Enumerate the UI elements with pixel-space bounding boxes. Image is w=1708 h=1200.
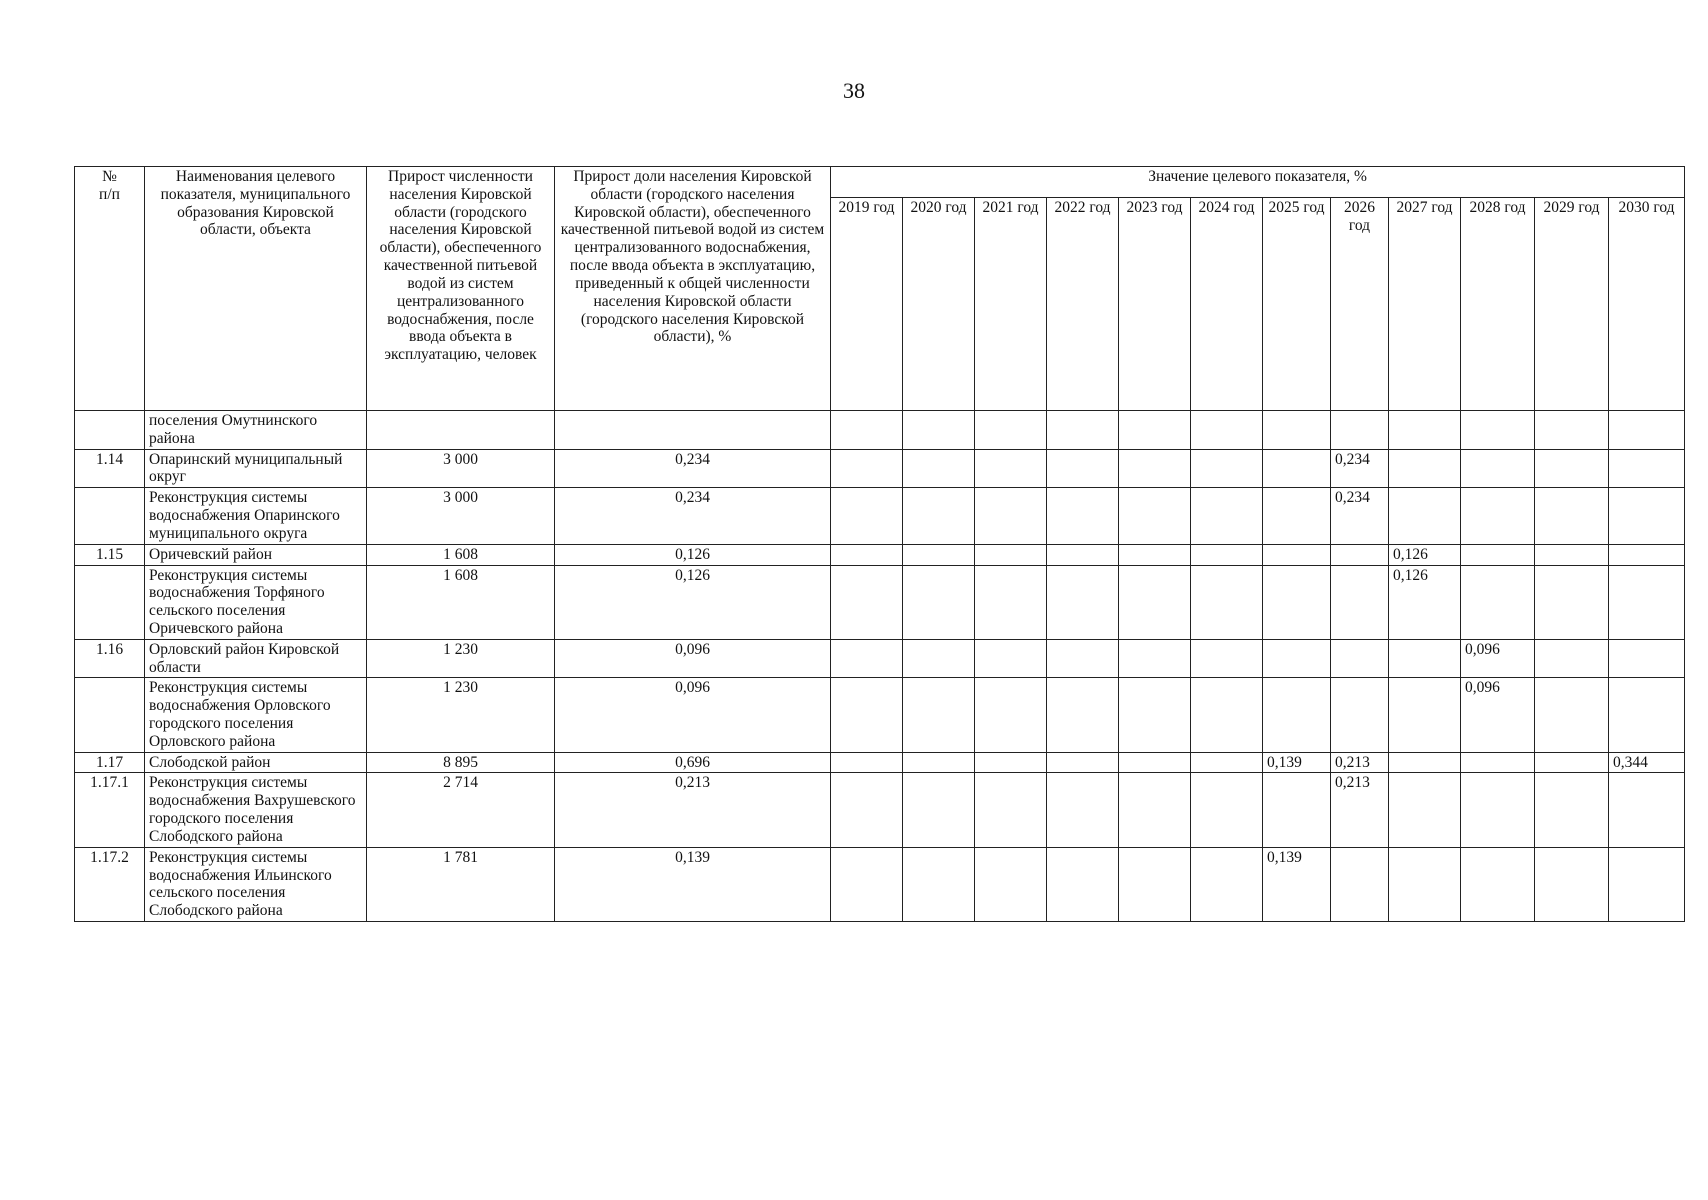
row-share: 0,213 (555, 773, 831, 847)
header-year: 2027 год (1389, 198, 1461, 411)
row-year-value (903, 773, 975, 847)
row-year-value (1389, 678, 1461, 752)
row-year-value (1047, 488, 1119, 544)
row-people: 1 608 (367, 565, 555, 639)
row-year-value (1461, 565, 1535, 639)
row-people (367, 411, 555, 450)
row-year-value (1609, 565, 1685, 639)
row-number (75, 488, 145, 544)
row-year-value (1535, 565, 1609, 639)
header-growth-share: Прирост доли населения Кировской области (городского населения Кировской области), обеспеченного качественной питьевой водой из систем централизованного водоснабжения, после ввода объекта в эксплуатацию, приведенный к общей численности населения Кировской области (городского населения Кировской области), % (555, 167, 831, 411)
row-year-value (1119, 639, 1191, 678)
row-year-value (1191, 544, 1263, 565)
row-year-value (831, 544, 903, 565)
table-row (75, 488, 1685, 544)
row-year-value (975, 752, 1047, 773)
row-year-value (831, 411, 903, 450)
row-year-value (1331, 639, 1389, 678)
row-people: 1 230 (367, 678, 555, 752)
row-year-value (1119, 411, 1191, 450)
row-year-value (1263, 449, 1331, 488)
row-year-value (831, 449, 903, 488)
table-row (75, 411, 1685, 450)
row-year-value (975, 411, 1047, 450)
row-year-value (1609, 488, 1685, 544)
row-year-value (1461, 752, 1535, 773)
row-year-value (1535, 488, 1609, 544)
row-year-value (1461, 449, 1535, 488)
row-year-value (1389, 639, 1461, 678)
row-name: Реконструкция системы водоснабжения Ильинского сельского поселения Слободского района (145, 847, 367, 921)
row-year-value (975, 565, 1047, 639)
row-year-value (1191, 678, 1263, 752)
row-share: 0,096 (555, 639, 831, 678)
row-year-value (1047, 639, 1119, 678)
row-year-value (903, 752, 975, 773)
header-growth-people: Прирост численности населения Кировской области (городского населения Кировской области), обеспеченного качественной питьевой водой из систем централизованного водоснабжения, после ввода объекта в эксплуатацию, человек (367, 167, 555, 411)
row-year-value (1331, 544, 1389, 565)
header-year: 2023 год (1119, 198, 1191, 411)
row-year-value: 0,213 (1331, 752, 1389, 773)
row-year-value (1461, 847, 1535, 921)
table-row (75, 678, 1685, 752)
row-year-value (1191, 752, 1263, 773)
row-share: 0,139 (555, 847, 831, 921)
row-name: Реконструкция системы водоснабжения Орловского городского поселения Орловского района (145, 678, 367, 752)
table-row (75, 565, 1685, 639)
row-year-value (1047, 847, 1119, 921)
row-year-value (1119, 488, 1191, 544)
row-year-value (1609, 773, 1685, 847)
row-number: 1.17.2 (75, 847, 145, 921)
row-year-value (1461, 544, 1535, 565)
row-year-value (1461, 773, 1535, 847)
row-share: 0,096 (555, 678, 831, 752)
row-share (555, 411, 831, 450)
row-year-value (1191, 773, 1263, 847)
row-year-value (903, 847, 975, 921)
row-people: 1 608 (367, 544, 555, 565)
row-year-value (1331, 411, 1389, 450)
row-year-value (1535, 678, 1609, 752)
row-number: 1.15 (75, 544, 145, 565)
row-people: 1 781 (367, 847, 555, 921)
header-name: Наименования целевого показателя, муниципального образования Кировской области, объекта (145, 167, 367, 411)
row-year-value (831, 565, 903, 639)
row-name: Оричевский район (145, 544, 367, 565)
page-number: 38 (843, 78, 865, 103)
row-name: Орловский район Кировской области (145, 639, 367, 678)
header-year: 2019 год (831, 198, 903, 411)
row-share: 0,234 (555, 449, 831, 488)
row-people: 2 714 (367, 773, 555, 847)
row-year-value (1191, 639, 1263, 678)
row-year-value (831, 488, 903, 544)
row-year-value (1263, 544, 1331, 565)
row-number: 1.16 (75, 639, 145, 678)
row-name: Реконструкция системы водоснабжения Торфяного сельского поселения Оричевского района (145, 565, 367, 639)
header-year: 2030 год (1609, 198, 1685, 411)
row-year-value (1263, 411, 1331, 450)
row-year-value (1609, 847, 1685, 921)
row-share: 0,126 (555, 544, 831, 565)
row-year-value (1263, 773, 1331, 847)
row-year-value: 0,096 (1461, 639, 1535, 678)
table-row (75, 544, 1685, 565)
row-year-value (1047, 565, 1119, 639)
row-year-value (1331, 678, 1389, 752)
table-row (75, 449, 1685, 488)
row-year-value (1119, 565, 1191, 639)
row-year-value (1535, 449, 1609, 488)
row-year-value (1191, 488, 1263, 544)
row-name: Реконструкция системы водоснабжения Опаринского муниципального округа (145, 488, 367, 544)
row-number: 1.17 (75, 752, 145, 773)
row-year-value (1047, 678, 1119, 752)
row-share: 0,126 (555, 565, 831, 639)
table-row (75, 639, 1685, 678)
row-year-value (1047, 752, 1119, 773)
header-num: № п/п (75, 167, 145, 411)
row-year-value (1609, 449, 1685, 488)
row-year-value (1609, 678, 1685, 752)
row-year-value (1389, 847, 1461, 921)
row-year-value (1047, 544, 1119, 565)
row-year-value (831, 847, 903, 921)
row-number (75, 678, 145, 752)
row-year-value (1331, 847, 1389, 921)
row-year-value (1191, 449, 1263, 488)
row-year-value (1535, 752, 1609, 773)
row-year-value: 0,139 (1263, 752, 1331, 773)
row-year-value (1047, 411, 1119, 450)
header-year: 2029 год (1535, 198, 1609, 411)
row-year-value (1047, 773, 1119, 847)
row-year-value: 0,344 (1609, 752, 1685, 773)
row-number: 1.17.1 (75, 773, 145, 847)
row-number (75, 411, 145, 450)
row-year-value (903, 565, 975, 639)
row-year-value (1331, 565, 1389, 639)
row-year-value (1535, 639, 1609, 678)
row-year-value (903, 544, 975, 565)
row-year-value (1609, 411, 1685, 450)
row-name: Реконструкция системы водоснабжения Вахрушевского городского поселения Слободского района (145, 773, 367, 847)
target-indicators-table (74, 166, 1685, 922)
row-name: Опаринский муниципальный округ (145, 449, 367, 488)
header-year: 2022 год (1047, 198, 1119, 411)
row-year-value (1389, 773, 1461, 847)
row-year-value (1047, 449, 1119, 488)
header-year: 2021 год (975, 198, 1047, 411)
row-year-value (975, 773, 1047, 847)
row-name: Слободской район (145, 752, 367, 773)
row-year-value (903, 449, 975, 488)
row-year-value (1389, 411, 1461, 450)
table-row (75, 773, 1685, 847)
row-people: 3 000 (367, 488, 555, 544)
row-year-value (1609, 639, 1685, 678)
row-year-value (1263, 565, 1331, 639)
row-year-value (1535, 411, 1609, 450)
row-year-value (1609, 544, 1685, 565)
row-share: 0,696 (555, 752, 831, 773)
row-people: 8 895 (367, 752, 555, 773)
row-name: поселения Омутнинского района (145, 411, 367, 450)
header-year: 2025 год (1263, 198, 1331, 411)
row-year-value (975, 847, 1047, 921)
row-year-value (1535, 773, 1609, 847)
header-year: 2026 год (1331, 198, 1389, 411)
row-year-value (1389, 752, 1461, 773)
header-target-value: Значение целевого показателя, % (831, 167, 1685, 198)
row-year-value (903, 639, 975, 678)
row-year-value (975, 488, 1047, 544)
header-year: 2020 год (903, 198, 975, 411)
row-year-value (1263, 678, 1331, 752)
row-year-value: 0,126 (1389, 544, 1461, 565)
row-year-value (975, 639, 1047, 678)
row-year-value (1119, 544, 1191, 565)
table-row (75, 847, 1685, 921)
row-year-value (1389, 449, 1461, 488)
row-share: 0,234 (555, 488, 831, 544)
row-year-value (1119, 847, 1191, 921)
row-year-value (1191, 565, 1263, 639)
row-year-value (975, 449, 1047, 488)
row-people: 1 230 (367, 639, 555, 678)
row-year-value (1263, 639, 1331, 678)
row-year-value (1263, 488, 1331, 544)
row-year-value (831, 639, 903, 678)
row-year-value (1535, 847, 1609, 921)
row-year-value (1191, 847, 1263, 921)
row-year-value (831, 752, 903, 773)
row-year-value (903, 411, 975, 450)
row-year-value: 0,213 (1331, 773, 1389, 847)
table-row (75, 752, 1685, 773)
row-year-value: 0,126 (1389, 565, 1461, 639)
row-year-value (903, 488, 975, 544)
row-year-value (831, 773, 903, 847)
row-year-value: 0,234 (1331, 488, 1389, 544)
row-year-value (1535, 544, 1609, 565)
row-year-value (903, 678, 975, 752)
row-year-value (831, 678, 903, 752)
row-year-value: 0,096 (1461, 678, 1535, 752)
row-year-value (975, 544, 1047, 565)
row-year-value (1119, 678, 1191, 752)
row-year-value: 0,234 (1331, 449, 1389, 488)
row-number (75, 565, 145, 639)
header-year: 2024 год (1191, 198, 1263, 411)
row-year-value (1389, 488, 1461, 544)
row-year-value: 0,139 (1263, 847, 1331, 921)
row-year-value (1461, 488, 1535, 544)
table-body (75, 411, 1685, 922)
row-year-value (1119, 449, 1191, 488)
header-year: 2028 год (1461, 198, 1535, 411)
row-number: 1.14 (75, 449, 145, 488)
row-year-value (975, 678, 1047, 752)
row-year-value (1461, 411, 1535, 450)
row-year-value (1119, 773, 1191, 847)
row-year-value (1191, 411, 1263, 450)
row-year-value (1119, 752, 1191, 773)
row-people: 3 000 (367, 449, 555, 488)
